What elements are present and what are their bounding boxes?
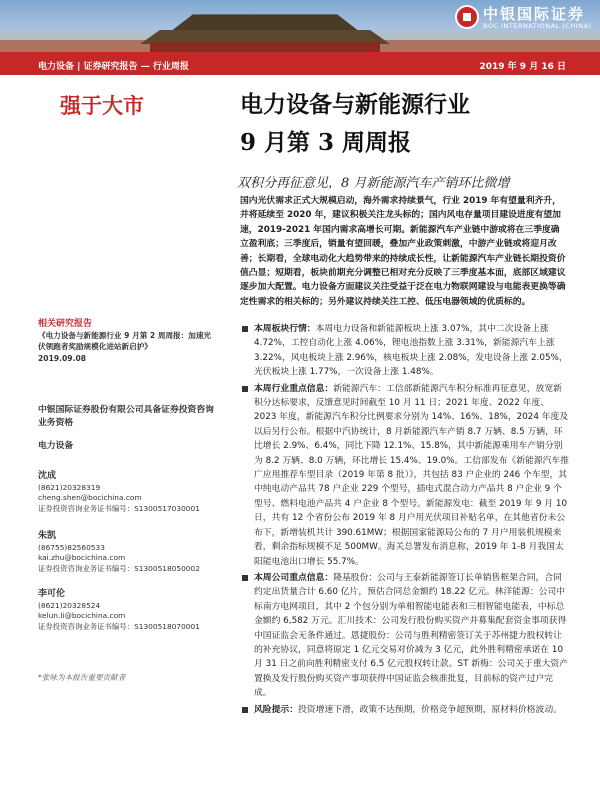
- highlights-list: [240, 322, 570, 719]
- highlight-text: 投资增速下滑，政策不达预期，价格竞争超预期，原材料价格波动。: [298, 704, 562, 715]
- bullet-square-icon: [242, 707, 248, 713]
- boc-logo-icon: [455, 5, 479, 29]
- rating-label: 强于大市: [60, 93, 144, 118]
- report-summary: 国内光伏需求正式大规模启动，海外需求持续景气，行业 2019 年有望量利齐升，并将延续至 2020 年，建议积极关注龙头标的；国内风电存量项目建设进度有望加速，2019-2021 年国内需求高增长可期。新能源汽车产业链中游或将在三季度确立盈利底；三季度后，销量有望回暖，叠加产业政策刺激，中游产业链或将迎月改善；长期看，全球电动化大趋势带来的持续成长性，让新能源汽车产业链长期投资价值凸显；短期看，板块前期充分调整已相对充分反映了三季度基本面，底部区域建议逐步加大配置。电力设备方面建议关注受益于泛在电力物联网建设与电能表更换等确定性需求的相关标的；另外建议持续关注工控、低压电器领域的优质标的。: [240, 196, 566, 307]
- analyst-name: 李可伦: [38, 589, 66, 599]
- institution-name: 中银国际证券股份有限公司具备证券投资咨询业务资格: [38, 405, 214, 428]
- highlight-text: 本周电力设备和新能源板块上涨 3.07%，其中二次设备上涨 4.72%，工控自动化上涨 4.06%，锂电池指数上涨 3.31%，新能源汽车上涨 3.22%，风电板块上涨 2.96%，核电板块上涨 2.08%，发电设备上涨 2.05%，光伏板块上涨 1.77%，一次设备上涨 1.48%。: [254, 324, 568, 378]
- sector-label: 电力设备: [38, 441, 74, 451]
- analyst-license: 证券投资咨询业务证书编号：S1300518070001: [38, 621, 200, 631]
- related-report-date: 2019.09.08: [38, 354, 87, 363]
- analyst-license: 证券投资咨询业务证书编号：S1300517030001: [38, 503, 200, 513]
- highlight-item: [240, 322, 570, 380]
- highlight-head: 风险提示：: [254, 704, 298, 715]
- bullet-square-icon: [242, 326, 248, 332]
- report-date: 2019 年 9 月 16 日: [479, 62, 566, 72]
- analyst-card: [38, 586, 228, 632]
- highlight-text: 隆基股份：公司与王泰新能源签订长单销售框架合同，合同约定出货量合计 6.60 亿片，预估合同总金额约 18.22 亿元。林洋能源：公司中标南方电网项目，其中 2 个包分别为单相智能电能表和三相智能电能表，中标总金额约 6,582 万元。汇川技术：公司发行股份购买资产并募集配套资金事项获得中国证监会无条件通过。恩捷股份：公司与胜利精密签订关于苏州捷力股权转让的补充协议，同意将原定 1 亿元交易对价减为 3 亿元，此外胜利精密承诺在 10 月 31 日之前向胜利精密支付 6.5 亿元股权转让款。ST 新梅：公司关于重大资产置换及发行股份购买资产事项获得中国证监会核准批复，目前标的资产过户完成。: [254, 572, 569, 699]
- bullet-square-icon: [242, 575, 248, 581]
- analyst-email[interactable]: kai.zhu@bocichina.com: [38, 553, 126, 563]
- analyst-name: 朱凯: [38, 531, 57, 541]
- report-tagline: 双积分再征意见，8 月新能源汽车产销环比微增: [237, 176, 510, 191]
- related-report-link[interactable]: 《电力设备与新能源行业 9 月第 2 周周报：加速光伏领跑者奖励规模化进站新启护》: [38, 331, 212, 351]
- brand-name-cn: 中银国际证券: [483, 5, 586, 23]
- highlight-text: 新能源汽车：工信部新能源汽车积分标准再征意见，放宽新积分达标要求，反馈意见时间截至 10 月 11 日；2021 年度、2022 年度、2023 年度，新能源汽车积分比例要求分别为 14%、16%、18%，2024 年度及以后另行公布。根据中汽协统计，8 月新能源汽车产销 8.7 万辆、8.5 万辆，环比增长 2.9%、6.4%，同比下降 12.1%、15.8%，其中新能源乘用车产销分别为 8.2 万辆、8.0 万辆，环比增长 15.4%、19.0%。工信部发布《新能源汽车推广应用推荐车型目录（2019 年第 8 批）》，共包括 83 户企业的 246 个车型，其中纯电动产品共 78 户企业 229 个型号，插电式混合动力产品共 8 户企业 9 个型号、燃料电池产品共 4 户企业 8 个型号。新能源发电：截至 2019 年 9 月 10 日，共有 12 个省份公布 2019 年 8 月户用光伏项目补贴名单，在其他省份未公布下，新增装机共计 390.61MW；根据国家能源局公布的 7 月户用装机规模来看，剩余指标规模不足 500MW。海关总署发布消息称，2019 年 1-8 月我国太阳能电池出口增长 55.7%。: [254, 383, 569, 567]
- highlight-head: 本周公司重点信息：: [254, 572, 334, 583]
- top-info-bar: [0, 55, 600, 75]
- analyst-phone: (86755)82560533: [38, 543, 105, 552]
- palace-hall: [150, 42, 380, 52]
- highlight-item: [240, 382, 570, 569]
- analyst-card: [38, 528, 228, 574]
- highlight-head: 本周行业重点信息：: [254, 383, 334, 394]
- breadcrumb: 电力设备 | 证券研究报告 — 行业周报: [38, 62, 189, 72]
- report-title: 电力设备与新能源行业: [240, 91, 470, 118]
- analyst-card: [38, 468, 228, 514]
- contributor-note: *张咏为本报告重要贡献者: [38, 673, 126, 682]
- highlight-head: 本周板块行情：: [254, 324, 316, 334]
- highlight-item: [240, 703, 570, 717]
- analyst-name: 沈成: [38, 471, 57, 481]
- report-subtitle: 9 月第 3 周周报: [240, 129, 412, 156]
- palace-roof-upper: [170, 10, 360, 32]
- highlight-item: [240, 571, 570, 701]
- related-reports-heading: 相关研究报告: [38, 319, 93, 329]
- bullet-square-icon: [242, 386, 248, 392]
- analyst-email[interactable]: cheng.shen@bocichina.com: [38, 493, 142, 503]
- analyst-license: 证券投资咨询业务证书编号：S1300518050002: [38, 563, 200, 573]
- analyst-phone: (8621)20328524: [38, 601, 101, 610]
- brand-name-en: BOC INTERNATIONAL (CHINA): [483, 22, 592, 30]
- header-banner: [0, 0, 600, 52]
- analyst-email[interactable]: kelun.li@bocichina.com: [38, 611, 126, 621]
- analyst-phone: (8621)20328319: [38, 483, 101, 492]
